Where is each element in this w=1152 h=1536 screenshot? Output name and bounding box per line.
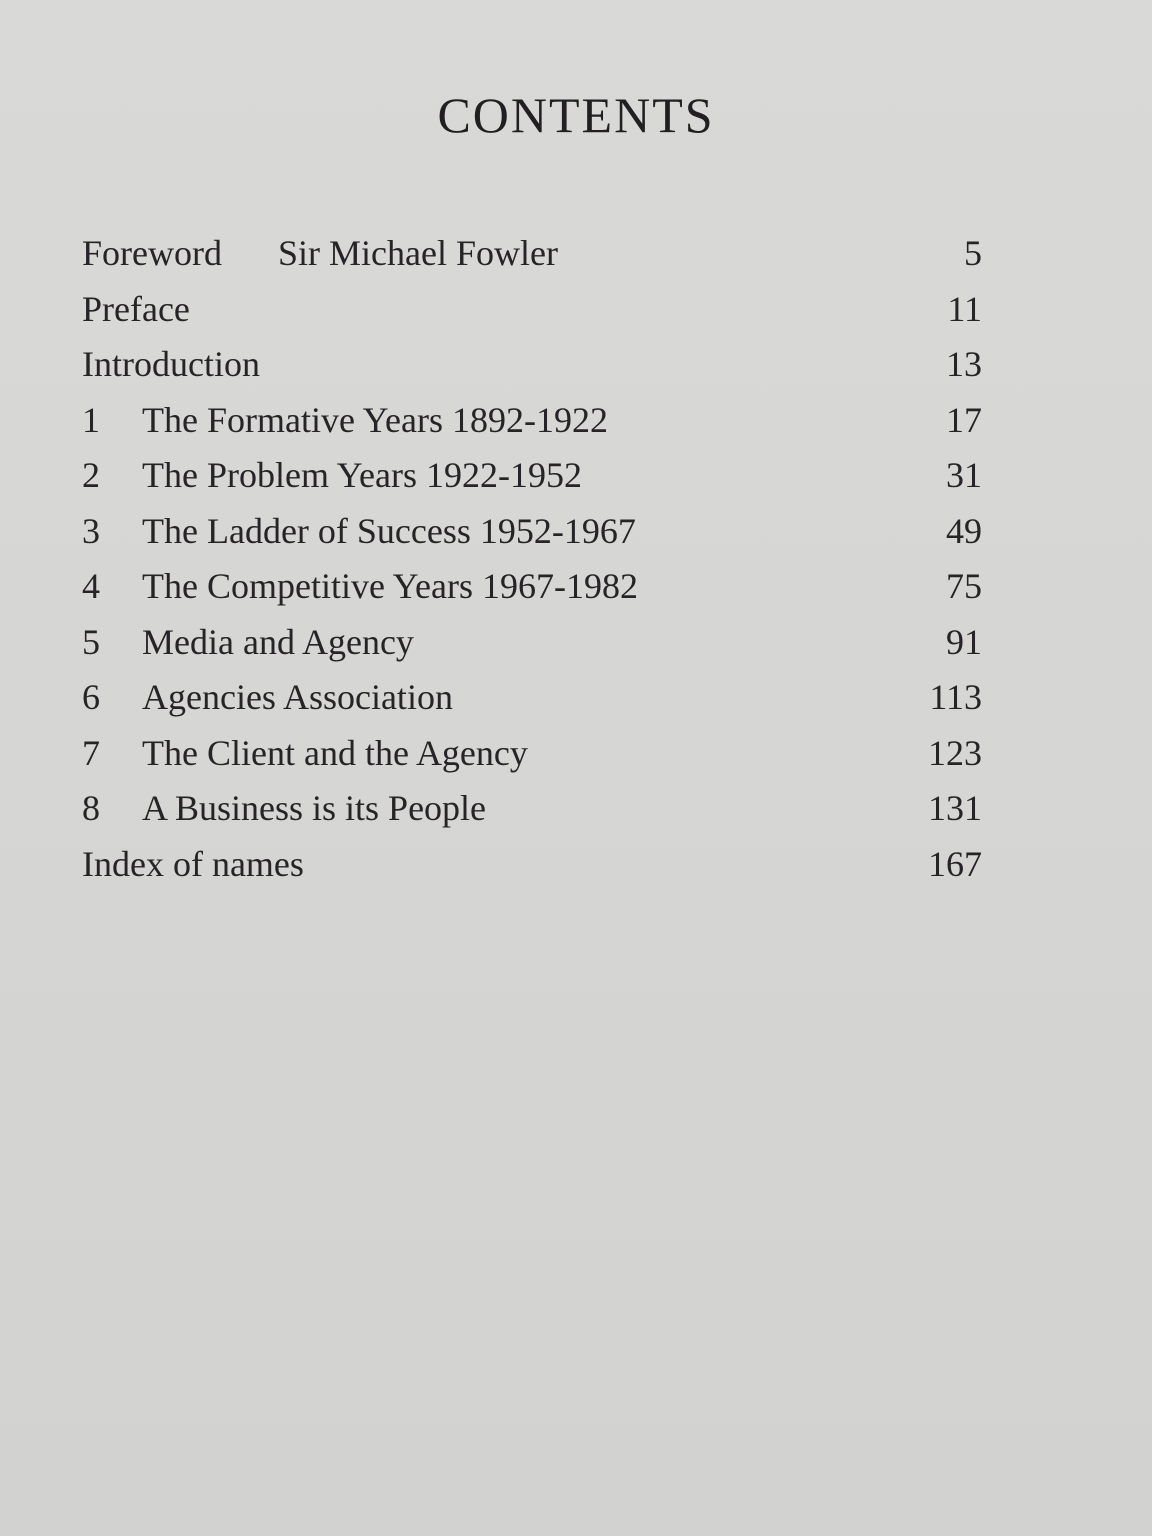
toc-entry-chapter-8 (82, 781, 982, 837)
table-of-contents (82, 226, 982, 892)
toc-entry-page: 75 (946, 566, 982, 606)
toc-entry-page: 167 (928, 843, 982, 884)
chapter-number: 4 (82, 566, 100, 606)
toc-entry-page: 11 (947, 288, 982, 329)
toc-entry-page: 13 (946, 344, 982, 384)
toc-entry-chapter-3 (82, 504, 982, 560)
toc-entry-chapter-2 (82, 448, 982, 504)
toc-entry-chapter-6 (82, 670, 982, 726)
toc-entry-introduction (82, 337, 982, 393)
toc-entry-page: 5 (964, 233, 982, 273)
chapter-number: 6 (82, 677, 100, 717)
toc-entry-chapter-4 (82, 559, 982, 615)
toc-entry-title: Media and Agency (142, 621, 414, 662)
toc-entry-page: 49 (946, 510, 982, 551)
toc-entry-page: 91 (946, 621, 982, 662)
toc-entry-preface (82, 282, 982, 338)
chapter-number: 5 (82, 621, 100, 662)
chapter-number: 2 (82, 455, 100, 495)
chapter-number: 3 (82, 510, 100, 551)
toc-entry-index (82, 837, 982, 893)
toc-entry-title: The Competitive Years 1967-1982 (142, 566, 638, 606)
toc-entry-foreword (82, 226, 982, 282)
chapter-number: 7 (82, 732, 100, 773)
toc-entry-title: Agencies Association (142, 677, 453, 717)
toc-entry-author: Sir Michael Fowler (278, 233, 558, 273)
page-title: CONTENTS (437, 87, 715, 143)
toc-entry-page: 123 (928, 732, 982, 773)
toc-entry-title: The Client and the Agency (142, 732, 528, 773)
toc-entry-title: The Problem Years 1922-1952 (142, 455, 582, 495)
toc-entry-title: Foreword (82, 233, 222, 273)
toc-entry-title: Preface (82, 288, 190, 329)
toc-entry-chapter-5 (82, 615, 982, 671)
toc-entry-page: 131 (928, 788, 982, 828)
toc-entry-title: Index of names (82, 843, 304, 884)
toc-entry-page: 113 (929, 677, 982, 717)
toc-entry-page: 17 (946, 399, 982, 440)
toc-entry-title: Introduction (82, 344, 260, 384)
toc-entry-title: The Formative Years 1892-1922 (142, 399, 608, 440)
chapter-number: 8 (82, 788, 100, 828)
chapter-number: 1 (82, 399, 100, 440)
toc-entry-chapter-1 (82, 393, 982, 449)
toc-entry-chapter-7 (82, 726, 982, 782)
toc-entry-page: 31 (946, 455, 982, 495)
toc-entry-title: The Ladder of Success 1952-1967 (142, 510, 636, 551)
toc-entry-title: A Business is its People (142, 788, 487, 828)
